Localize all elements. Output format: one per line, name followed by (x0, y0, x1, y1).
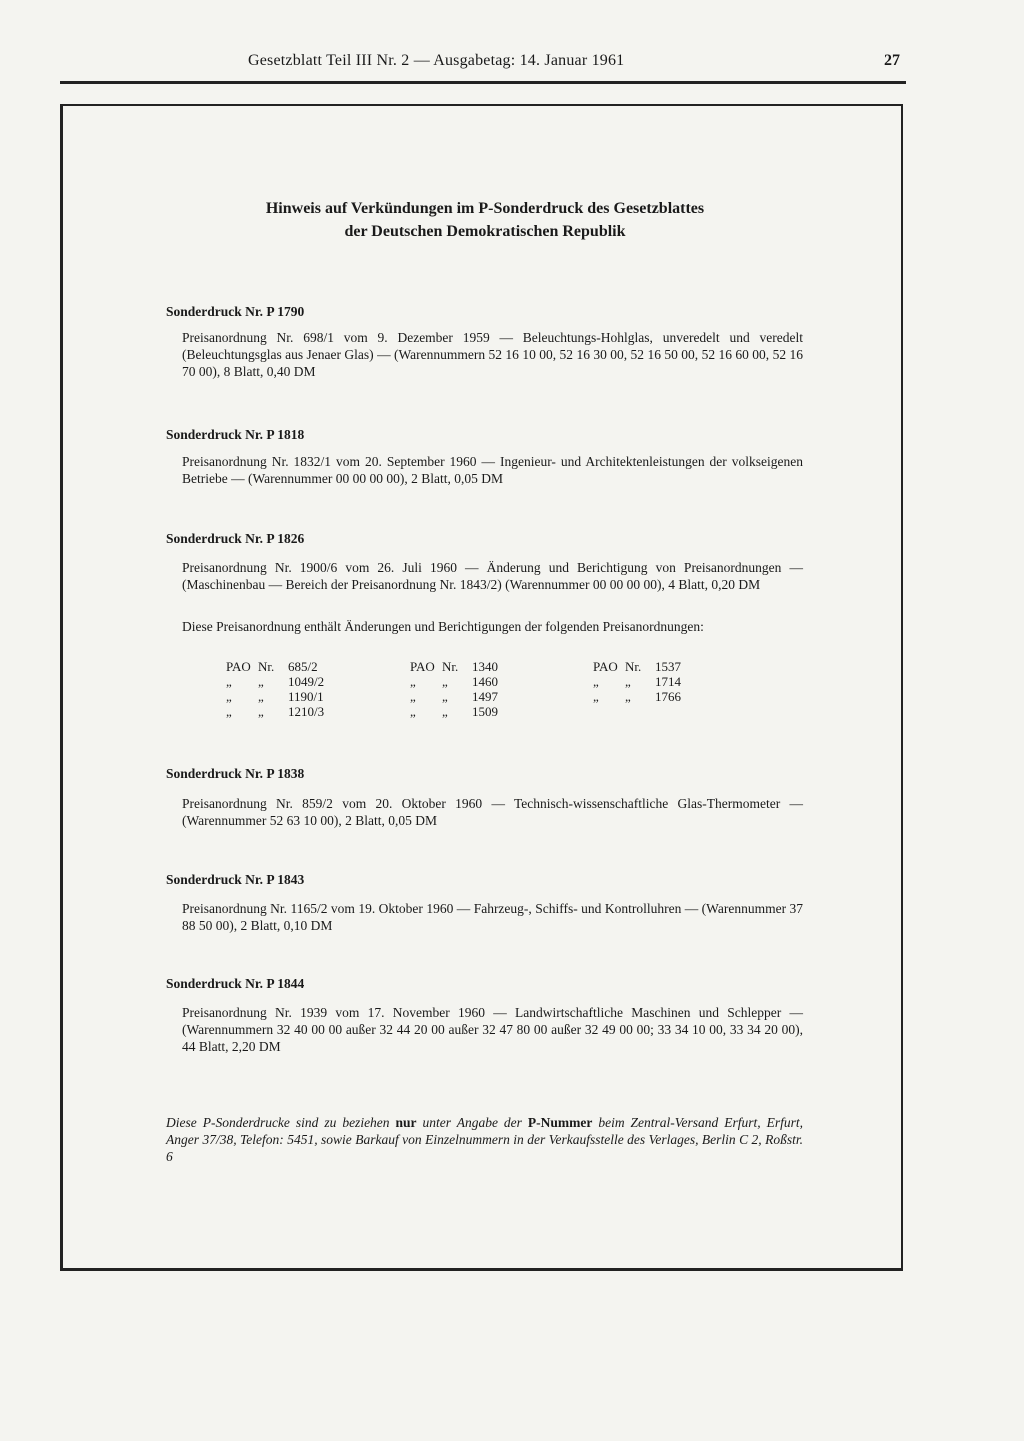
pao-row: PAO Nr. 685/2 (226, 659, 318, 674)
pao-row: PAO Nr. 1537 (593, 659, 681, 674)
section-heading: Sonderdruck Nr. P 1843 (166, 872, 305, 887)
section-text: Preisanordnung Nr. 698/1 vom 9. Dezember 1959 — Beleuchtungs-Hohlglas, unveredelt und veredelt (Beleuchtungsglas aus Jenaer Glas) — (Warennummern 52 16 10 00, 52 16 30 00, 52 16 50 00, 52 16 60 00, 52 16 70 00), 8 Blatt, 0,40 DM (182, 330, 803, 379)
pao-row: „ „ 1714 (593, 674, 681, 689)
section-heading: Sonderdruck Nr. P 1790 (166, 304, 305, 319)
section-heading: Sonderdruck Nr. P 1818 (166, 427, 305, 442)
pao-list-column (593, 659, 681, 704)
section-text: Preisanordnung Nr. 1939 vom 17. November 1960 — Landwirtschaftliche Maschinen und Schlepper — (Warennummern 32 40 00 00 außer 32 44 20 00 außer 32 47 80 00 außer 32 49 00 00; 33 34 10 00, 33 34 20 00), 44 Blatt, 2,20 DM (182, 1005, 803, 1054)
pao-row: „ „ 1766 (593, 689, 681, 704)
section-text: Preisanordnung Nr. 1165/2 vom 19. Oktober 1960 — Fahrzeug-, Schiffs- und Kontrolluhren — (Warennummer 37 88 50 00), 2 Blatt, 0,10 DM (182, 901, 803, 933)
section-text: Preisanordnung Nr. 1900/6 vom 26. Juli 1960 — Änderung und Berichtigung von Preisanordnungen — (Maschinenbau — Bereich der Preisanordnung Nr. 1843/2) (Warennummer 00 00 00 00), 4 Blatt, 0,20 DM (182, 560, 803, 592)
section-text-secondary: Diese Preisanordnung enthält Änderungen und Berichtigungen der folgenden Preisanordnungen: (182, 619, 704, 634)
section-heading: Sonderdruck Nr. P 1838 (166, 766, 305, 781)
ordering-note: Diese P-Sonderdrucke sind zu beziehen nur unter Angabe der P-Nummer beim Zentral-Versand Erfurt, Erfurt, Anger 37/38, Telefon: 5451, sowie Barkauf von Einzelnummern in der Verkaufsstelle des Verlages, Berlin C 2, Roßstr. 6 (166, 1115, 803, 1164)
section-heading: Sonderdruck Nr. P 1844 (166, 976, 305, 991)
section-heading: Sonderdruck Nr. P 1826 (166, 531, 305, 546)
pao-list-column (410, 659, 498, 719)
pao-row: „ „ 1497 (410, 689, 498, 704)
pao-list-column (226, 659, 324, 719)
header-title: Gesetzblatt Teil III Nr. 2 — Ausgabetag: 14. Januar 1961 (248, 52, 625, 69)
pao-row: PAO Nr. 1340 (410, 659, 498, 674)
section-text: Preisanordnung Nr. 1832/1 vom 20. September 1960 — Ingenieur- und Architektenleistungen der volkseigenen Betriebe — (Warennummer 00 00 00 00), 2 Blatt, 0,05 DM (182, 454, 803, 486)
pao-row: „ „ 1190/1 (226, 689, 324, 704)
section-text: Preisanordnung Nr. 859/2 vom 20. Oktober 1960 — Technisch-wissenschaftliche Glas-Thermometer — (Warennummer 52 63 10 00), 2 Blatt, 0,05 DM (182, 796, 803, 828)
pao-row: „ „ 1509 (410, 704, 498, 719)
notice-title-line2: der Deutschen Demokratischen Republik (344, 223, 626, 240)
page-number: 27 (884, 52, 900, 69)
pao-row: „ „ 1460 (410, 674, 498, 689)
page-header (0, 50, 1024, 80)
header-rule (60, 81, 906, 84)
pao-row: „ „ 1210/3 (226, 704, 325, 719)
pao-row: „ „ 1049/2 (226, 674, 325, 689)
notice-title-line1: Hinweis auf Verkündungen im P-Sonderdruck des Gesetzblattes (265, 200, 705, 217)
